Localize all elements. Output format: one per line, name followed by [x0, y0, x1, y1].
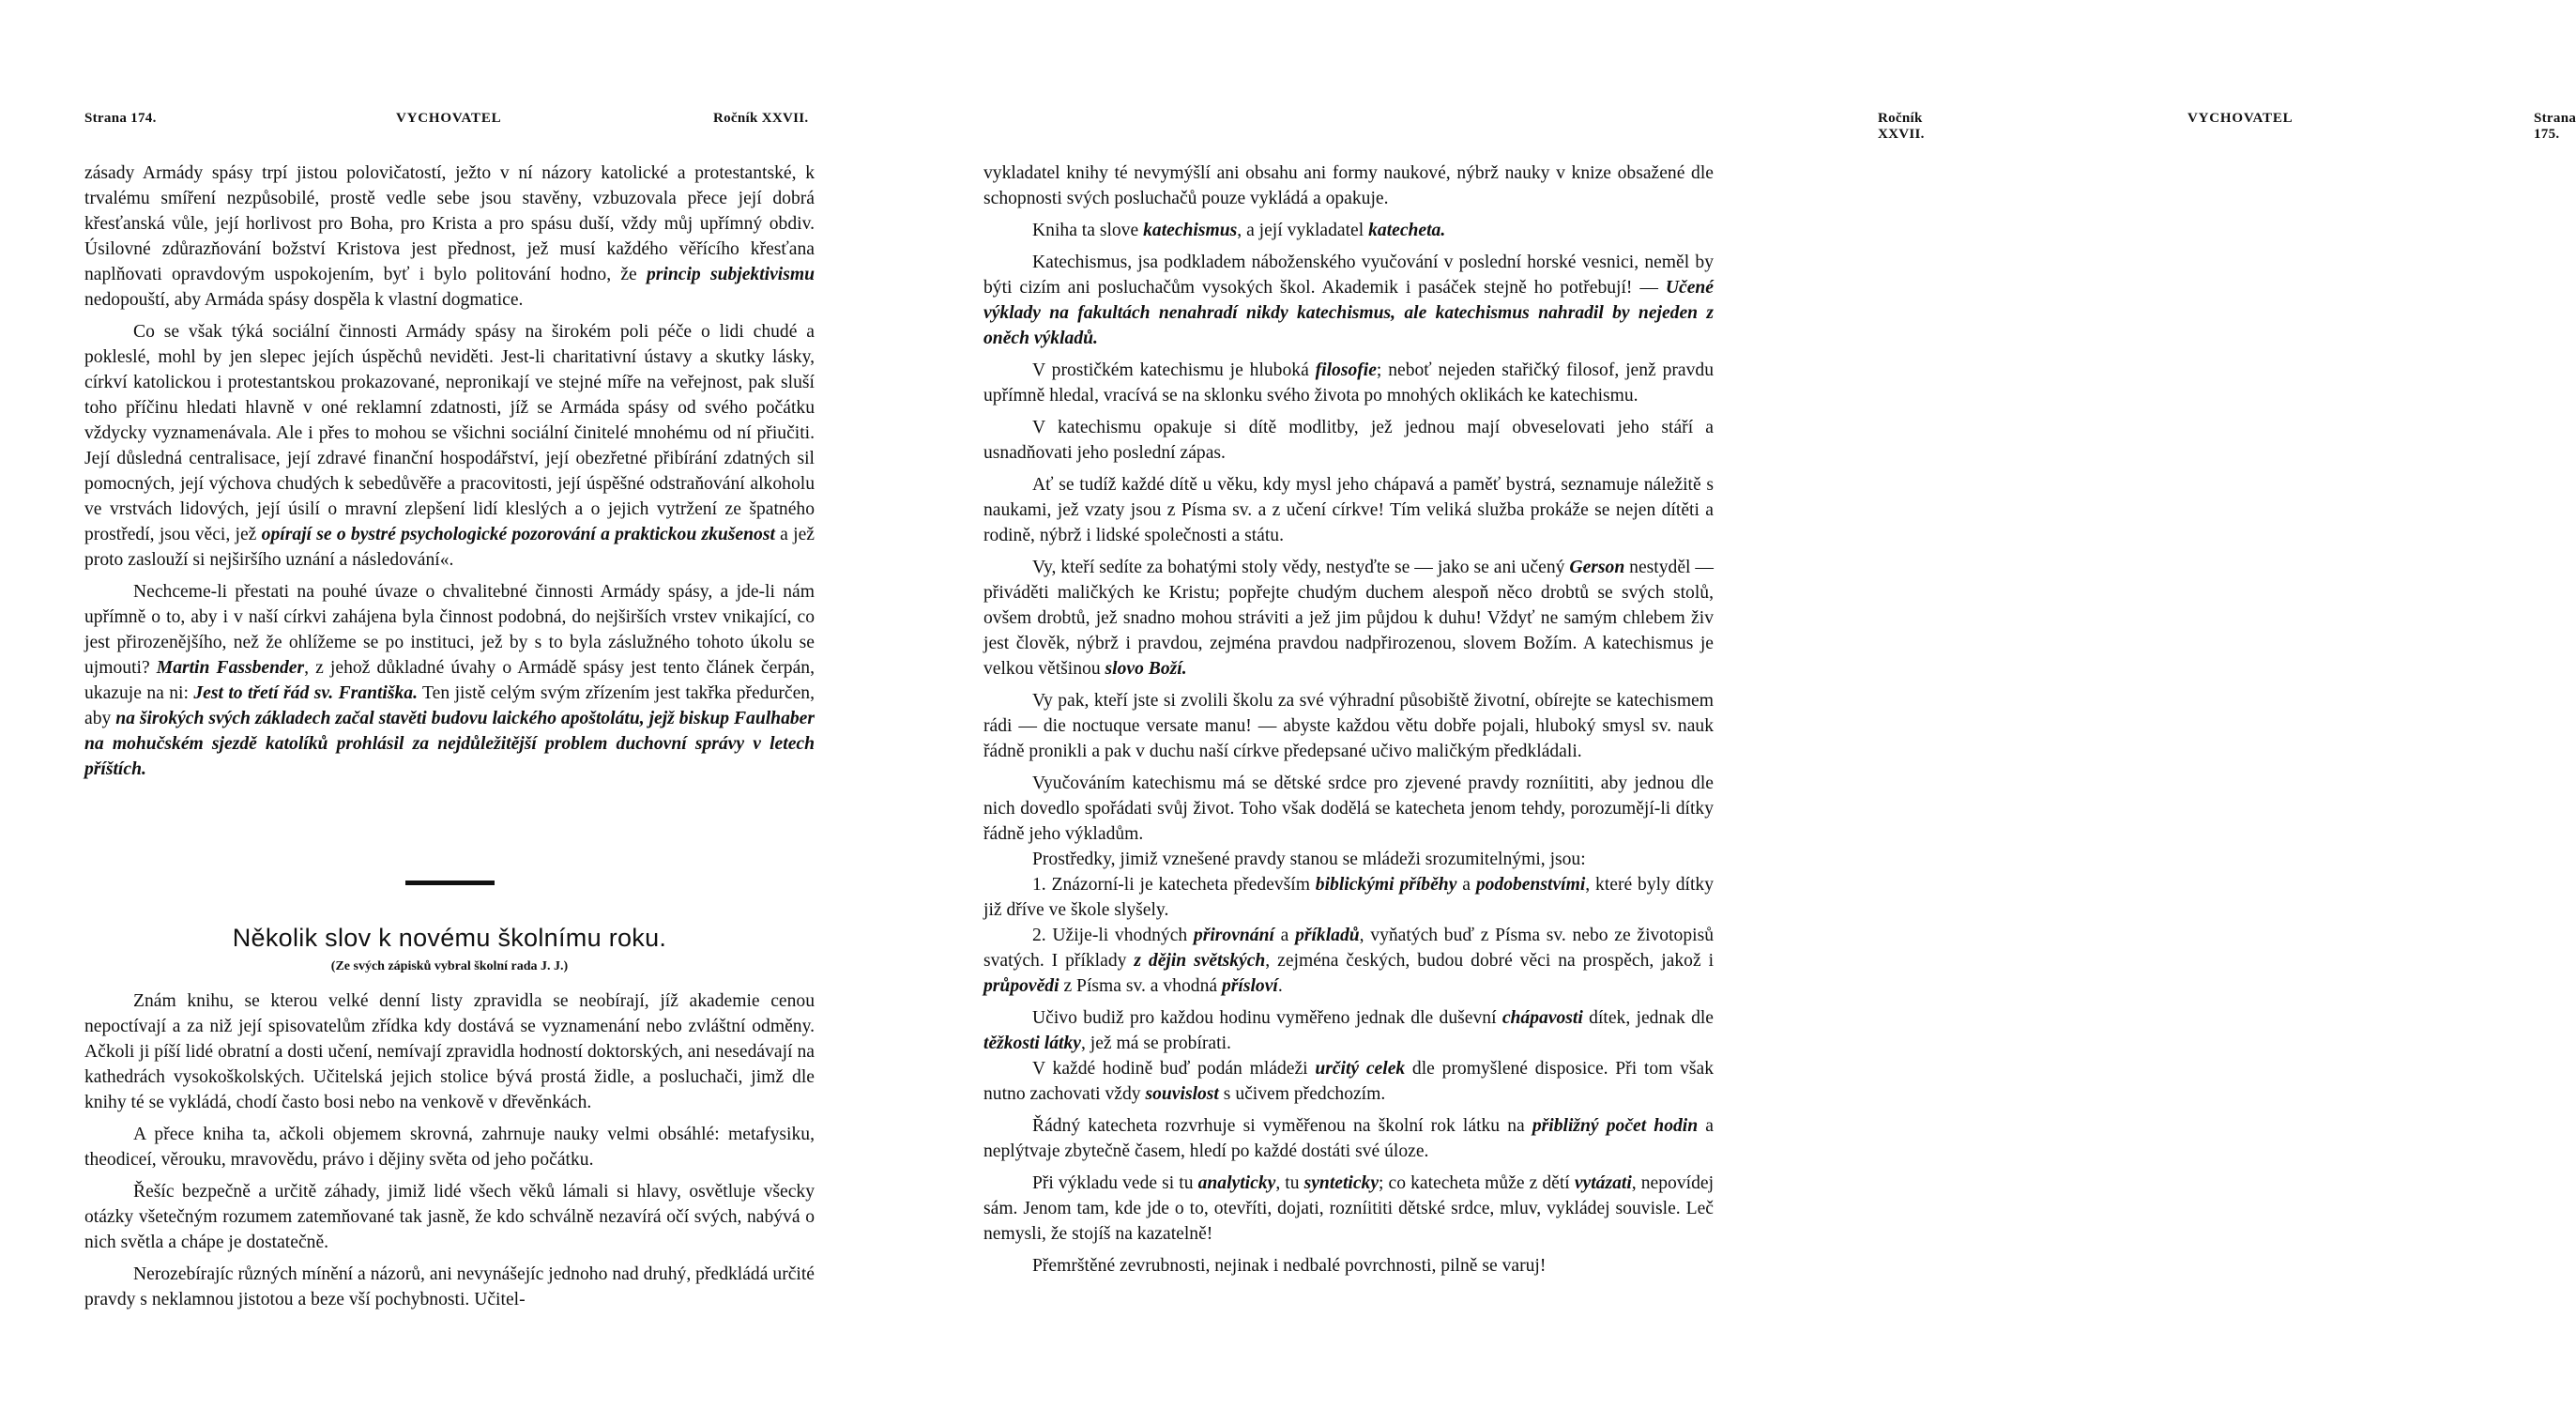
emphasized-text: z dějin světských — [1134, 951, 1266, 971]
text-run: V prostičkém katechismu je hluboká — [1032, 360, 1316, 380]
emphasized-text: souvislost — [1145, 1084, 1219, 1104]
text-run: , zejména českých, budou dobré věci na prospěch, jakož i — [1265, 951, 1715, 971]
text-run: . — [1277, 976, 1283, 996]
paragraph — [983, 923, 1714, 999]
right-volume: Ročník XXVII. — [1878, 111, 1925, 142]
text-run: a — [1456, 875, 1476, 895]
text-run: s učivem předchozím. — [1218, 1084, 1386, 1104]
text-run: , tu — [1275, 1173, 1304, 1193]
text-run: z Písma sv. a vhodná — [1059, 976, 1222, 996]
emphasized-text: příkladů — [1295, 926, 1360, 945]
emphasized-text: na širokých svých základech začal stavěti budovu laického apoštolátu, jejž biskup Faulhaber na mohučském sjezdě katolíků prohlásil za nejdůležitější problem duchovní správy v letech příštích. — [84, 709, 815, 779]
section-title: Několik slov k novému školnímu roku. — [232, 924, 667, 952]
emphasized-text: vytázati — [1574, 1173, 1632, 1193]
text-run: A přece kniha ta, ačkoli objemem skrovná, zahrnuje nauky velmi obsáhlé: metafysiku, theodiceí, věrouku, mravovědu, právo i dějiny světa od jeho počátku. — [84, 1125, 815, 1170]
text-run: a jež proto zaslouží si nejširšího uznání a následování«. — [84, 525, 815, 570]
emphasized-text: opírají se o bystré psychologické pozorování a praktickou zkušenost — [261, 525, 775, 544]
paragraph — [84, 1262, 815, 1312]
paragraph — [84, 988, 815, 1115]
left-section-text — [84, 988, 815, 1312]
text-run: Vyučováním katechismu má se dětské srdce pro zjevené pravdy rozníititi, aby jednou dle nich dovedlo spořádati svůj život. Toho však dodělá se katecheta jenom tehdy, porozumějí-li dítky řádně jeho výkladům. — [983, 773, 1714, 844]
paragraph — [983, 1171, 1714, 1247]
paragraph — [983, 1113, 1714, 1164]
emphasized-text: podobenstvími — [1475, 875, 1586, 895]
paragraph — [983, 872, 1714, 923]
paragraph — [983, 161, 1714, 211]
text-run: Nechceme-li přestati na pouhé úvaze o chvalitebné činnosti Armády spásy, a jde-li nám upřímně o to, aby i v naší církvi zahájena byla činnost podobná, do nejširších vrstev vnikající, co jest přirozenějšího, než že ohlížeme se po instituci, jež by s to byla záslužného tohoto úkolu se ujmouti? — [84, 582, 815, 678]
section-divider — [405, 881, 495, 885]
text-run: Prostředky, jimiž vznešené pravdy stanou se mládeži srozumitelnými, jsou: — [1032, 850, 1586, 869]
text-run: , z jehož důkladné úvahy o Armádě spásy jest tento článek čerpán, ukazuje na ni: — [84, 658, 815, 703]
text-run: , vyňatých buď z Písma sv. nebo ze životopisů svatých. I příklady — [983, 926, 1715, 971]
emphasized-text: biblickými příběhy — [1315, 875, 1457, 895]
text-run: Přemrštěné zevrubnosti, nejinak i nedbalé povrchnosti, pilně se varuj! — [1032, 1256, 1547, 1276]
text-run: Kniha ta slove — [1032, 221, 1144, 240]
section-subtitle: (Ze svých zápisků vybral školní rada J. J.) — [330, 959, 569, 973]
text-run: , které byly dítky již dříve ve škole slyšely. — [983, 875, 1715, 920]
emphasized-text: přirovnání — [1193, 926, 1274, 945]
emphasized-text: přibližný počet hodin — [1532, 1116, 1699, 1136]
paragraph — [84, 1179, 815, 1255]
text-run: a — [1273, 926, 1296, 945]
paragraph — [983, 250, 1714, 351]
paragraph — [983, 1056, 1714, 1107]
text-run: Katechismus, jsa podkladem náboženského vyučování v poslední horské vesnici, neměl by býti cizím ani posluchačům vysokých škol. Akademik i pasáček stejně ho potřebují! — — [983, 253, 1714, 298]
text-run: V každé hodině buď podán mládeži — [1032, 1059, 1316, 1079]
right-page-number: Strana 175. — [2534, 111, 2576, 142]
text-run: Nerozebírajíc různých mínění a názorů, ani nevynášejíc jednoho nad druhý, předkládá určité pravdy s neklamnou jistotou a beze vší pochybnosti. Učitel- — [84, 1264, 815, 1309]
emphasized-text: slovo Boží. — [1105, 659, 1187, 679]
right-journal-title: VYCHOVATEL — [2187, 111, 2294, 126]
paragraph — [983, 771, 1714, 847]
paragraph — [84, 161, 815, 313]
left-volume: Ročník XXVII. — [713, 111, 809, 126]
emphasized-text: chápavosti — [1501, 1008, 1583, 1028]
paragraph — [983, 358, 1714, 408]
emphasized-text: Jest to třetí řád sv. Františka. — [193, 683, 418, 703]
paragraph — [84, 1122, 815, 1172]
paragraph — [983, 688, 1714, 764]
text-run: 1. Znázorní-li je katecheta především — [1032, 875, 1316, 895]
text-run: Co se však týká sociální činnosti Armády spásy na širokém poli péče o lidi chudé a pokleslé, mohl by jen slepec jejích úspěchů neviděti. Jest-li charitativní ústavy a skutky lásky, církví katolickou i protestantskou prokazované, nepronikají ve stejné míře na veřejnost, pak sluší toho příčinu hledati hlavně v oné reklamní zdatnosti, jíž se Armáda spásy od svého počátku vždycky vyznamenávala. Ale i přes to mohou se všichni sociální činitelé mnohému od ní přiučiti. Její důsledná centralisace, její zdravé finanční hospodářství, její obezřetné přibírání zdatných sil pomocných, její výchova chudých k sebedůvěře a pracovitosti, její úspěšné odstraňování alkoholu ve vrstvách lidových, její úsilí o mravní zlepšení lidí kleslých a o jejich vytržení ze špatného prostředí, jsou věci, jež — [84, 322, 815, 544]
paragraph — [983, 1005, 1714, 1056]
text-run: ; neboť nejeden stařičký filosof, jenž pravdu upřímně hledal, vracívá se na sklonku svého života po mnohých oklikách ke katechismu. — [983, 360, 1714, 406]
emphasized-text: princip subjektivismu — [647, 265, 815, 284]
text-run: Řešíc bezpečně a určitě záhady, jimiž lidé všech věků lámali si hlavy, osvětluje všecky otázky všetečným rozumem zatemňované tak jasně, že kdo schválně nezavírá očí svých, nabývá o nich světla a chápe je dostatečně. — [84, 1182, 815, 1252]
text-run: nedopouští, aby Armáda spásy dospěla k vlastní dogmatice. — [84, 290, 524, 310]
text-run: , nepovídej sám. Jenom tam, kde jde o to, otevříti, dojati, rozníititi dětské srdce, mluv, vykládej souvisle. Leč nemysli, že stojíš na kazatelně! — [983, 1173, 1715, 1244]
paragraph — [983, 847, 1714, 872]
text-run: Řádný katecheta rozvrhuje si vyměřenou na školní rok látku na — [1032, 1116, 1532, 1136]
text-run: 2. Užije-li vhodných — [1032, 926, 1194, 945]
text-run: a neplýtvaje zbytečně časem, hledí po každé dostáti své úloze. — [983, 1116, 1714, 1161]
emphasized-text: analyticky — [1197, 1173, 1276, 1193]
paragraph — [983, 555, 1714, 682]
text-run: vykladatel knihy té nevymýšlí ani obsahu ani formy naukové, nýbrž nauky v knize obsažené dle schopnosti svých posluchačů pouze vykládá a opakuje. — [983, 163, 1714, 208]
text-run: Učivo budiž pro každou hodinu vyměřeno jednak dle duševní — [1032, 1008, 1502, 1028]
text-run: dle promyšlené disposice. Při tom však nutno zachovati vždy — [983, 1059, 1714, 1104]
paragraph — [983, 472, 1714, 548]
emphasized-text: určitý celek — [1315, 1059, 1406, 1079]
emphasized-text: Učené výklady na fakultách nenahradí nikdy katechismus, ale katechismus nahradil by nejeden z oněch výkladů. — [983, 278, 1714, 348]
text-run: Při výkladu vede si tu — [1032, 1173, 1198, 1193]
paragraph — [983, 415, 1714, 466]
text-run: zásady Armády spásy trpí jistou polovičatostí, ježto v ní názory katolické a protestantské, k trvalému smíření nezpůsobilé, prostě vedle sebe jsou stavěny, vzbuzovala přece její dobrá křesťanská vůle, její horlivost pro Boha, pro Krista a pro spásu duší, vždy můj upřímný obdiv. Úsilovné zdůrazňování božství Kristova jest přednost, jež musí každého věřícího křesťana naplňovati opravdovým uspokojením, byť i bylo politování hodno, že — [84, 163, 815, 284]
emphasized-text: katechismus — [1143, 221, 1238, 240]
text-run: , a její vykladatel — [1237, 221, 1369, 240]
text-run: V katechismu opakuje si dítě modlitby, jež jednou mají obveselovati jeho stáří a usnadňovati jeho poslední zápas. — [983, 418, 1714, 463]
left-intro-text — [84, 161, 815, 782]
right-body-text — [983, 161, 1714, 1279]
text-run: nestyděl — přiváděti maličkých ke Kristu; popřejte chudým duchem alespoň něco drobtů se svých stolů, ovšem drobtů, jež snadno mohou stráviti a jež jim půjdou k duhu! Vždyť ne samým chlebem živ jest člověk, nýbrž i pravdou, zejména pravdou nadpřirozenou, slovem Božím. A katechismus je velkou většinou — [983, 558, 1715, 679]
text-run: Vy, kteří sedíte za bohatými stoly vědy, nestyďte se — jako se ani učený — [1032, 558, 1570, 577]
emphasized-text: průpovědi — [983, 976, 1059, 996]
text-run: , jež má se probírati. — [1080, 1034, 1231, 1053]
paragraph — [84, 319, 815, 573]
text-run: Vy pak, kteří jste si zvolili školu za své výhradní působiště životní, obírejte se katechismem rádi — die noctuque versate manu! — abyste každou větu dobře pojali, hluboký smysl sv. nauk řádně pronikli a pak v duchu naší církve předepsané učivo maličkým předkládali. — [983, 691, 1714, 761]
left-page-number: Strana 174. — [84, 111, 157, 126]
emphasized-text: Gerson — [1569, 558, 1625, 577]
emphasized-text: synteticky — [1303, 1173, 1379, 1193]
text-run: Znám knihu, se kterou velké denní listy zpravidla se neobírají, jíž akademie cenou nepoctívají a za niž její spisovatelům zřídka kdy dostává se vyznamenání nebo zvláštní odměny. Ačkoli ji píší lidé obratní a dosti učení, nemívají zpravidla hodností doktorských, ani nesedávají na kathedrách vysokoškolských. Učitelská jejich stolice bývá prostá židle, a posluchači, jimž dle knihy té se vykládá, chodí často bosi nebo na venkově v dřevěnkách. — [84, 991, 815, 1112]
emphasized-text: těžkosti látky — [983, 1034, 1081, 1053]
left-journal-title: VYCHOVATEL — [396, 111, 502, 126]
text-run: Ať se tudíž každé dítě u věku, kdy mysl jeho chápavá a paměť bystrá, seznamuje náležitě s naukami, jež vzaty jsou z Písma sv. a z učení církve! Tím veliká služba prokáže se nejen dítěti a rodině, nýbrž i lidské společnosti a státu. — [983, 475, 1714, 545]
paragraph — [983, 218, 1714, 243]
text-run: ; co katecheta může z dětí — [1379, 1173, 1575, 1193]
paragraph — [84, 579, 815, 782]
emphasized-text: přísloví — [1221, 976, 1278, 996]
text-run: Ten jistě celým svým zřízením jest takřka předurčen, aby — [84, 683, 815, 728]
left-page — [0, 0, 894, 1409]
emphasized-text: Martin Fassbender — [156, 658, 305, 678]
emphasized-text: filosofie — [1315, 360, 1377, 380]
emphasized-text: katecheta. — [1368, 221, 1446, 240]
text-run: dítek, jednak dle — [1582, 1008, 1715, 1028]
paragraph — [983, 1253, 1714, 1279]
